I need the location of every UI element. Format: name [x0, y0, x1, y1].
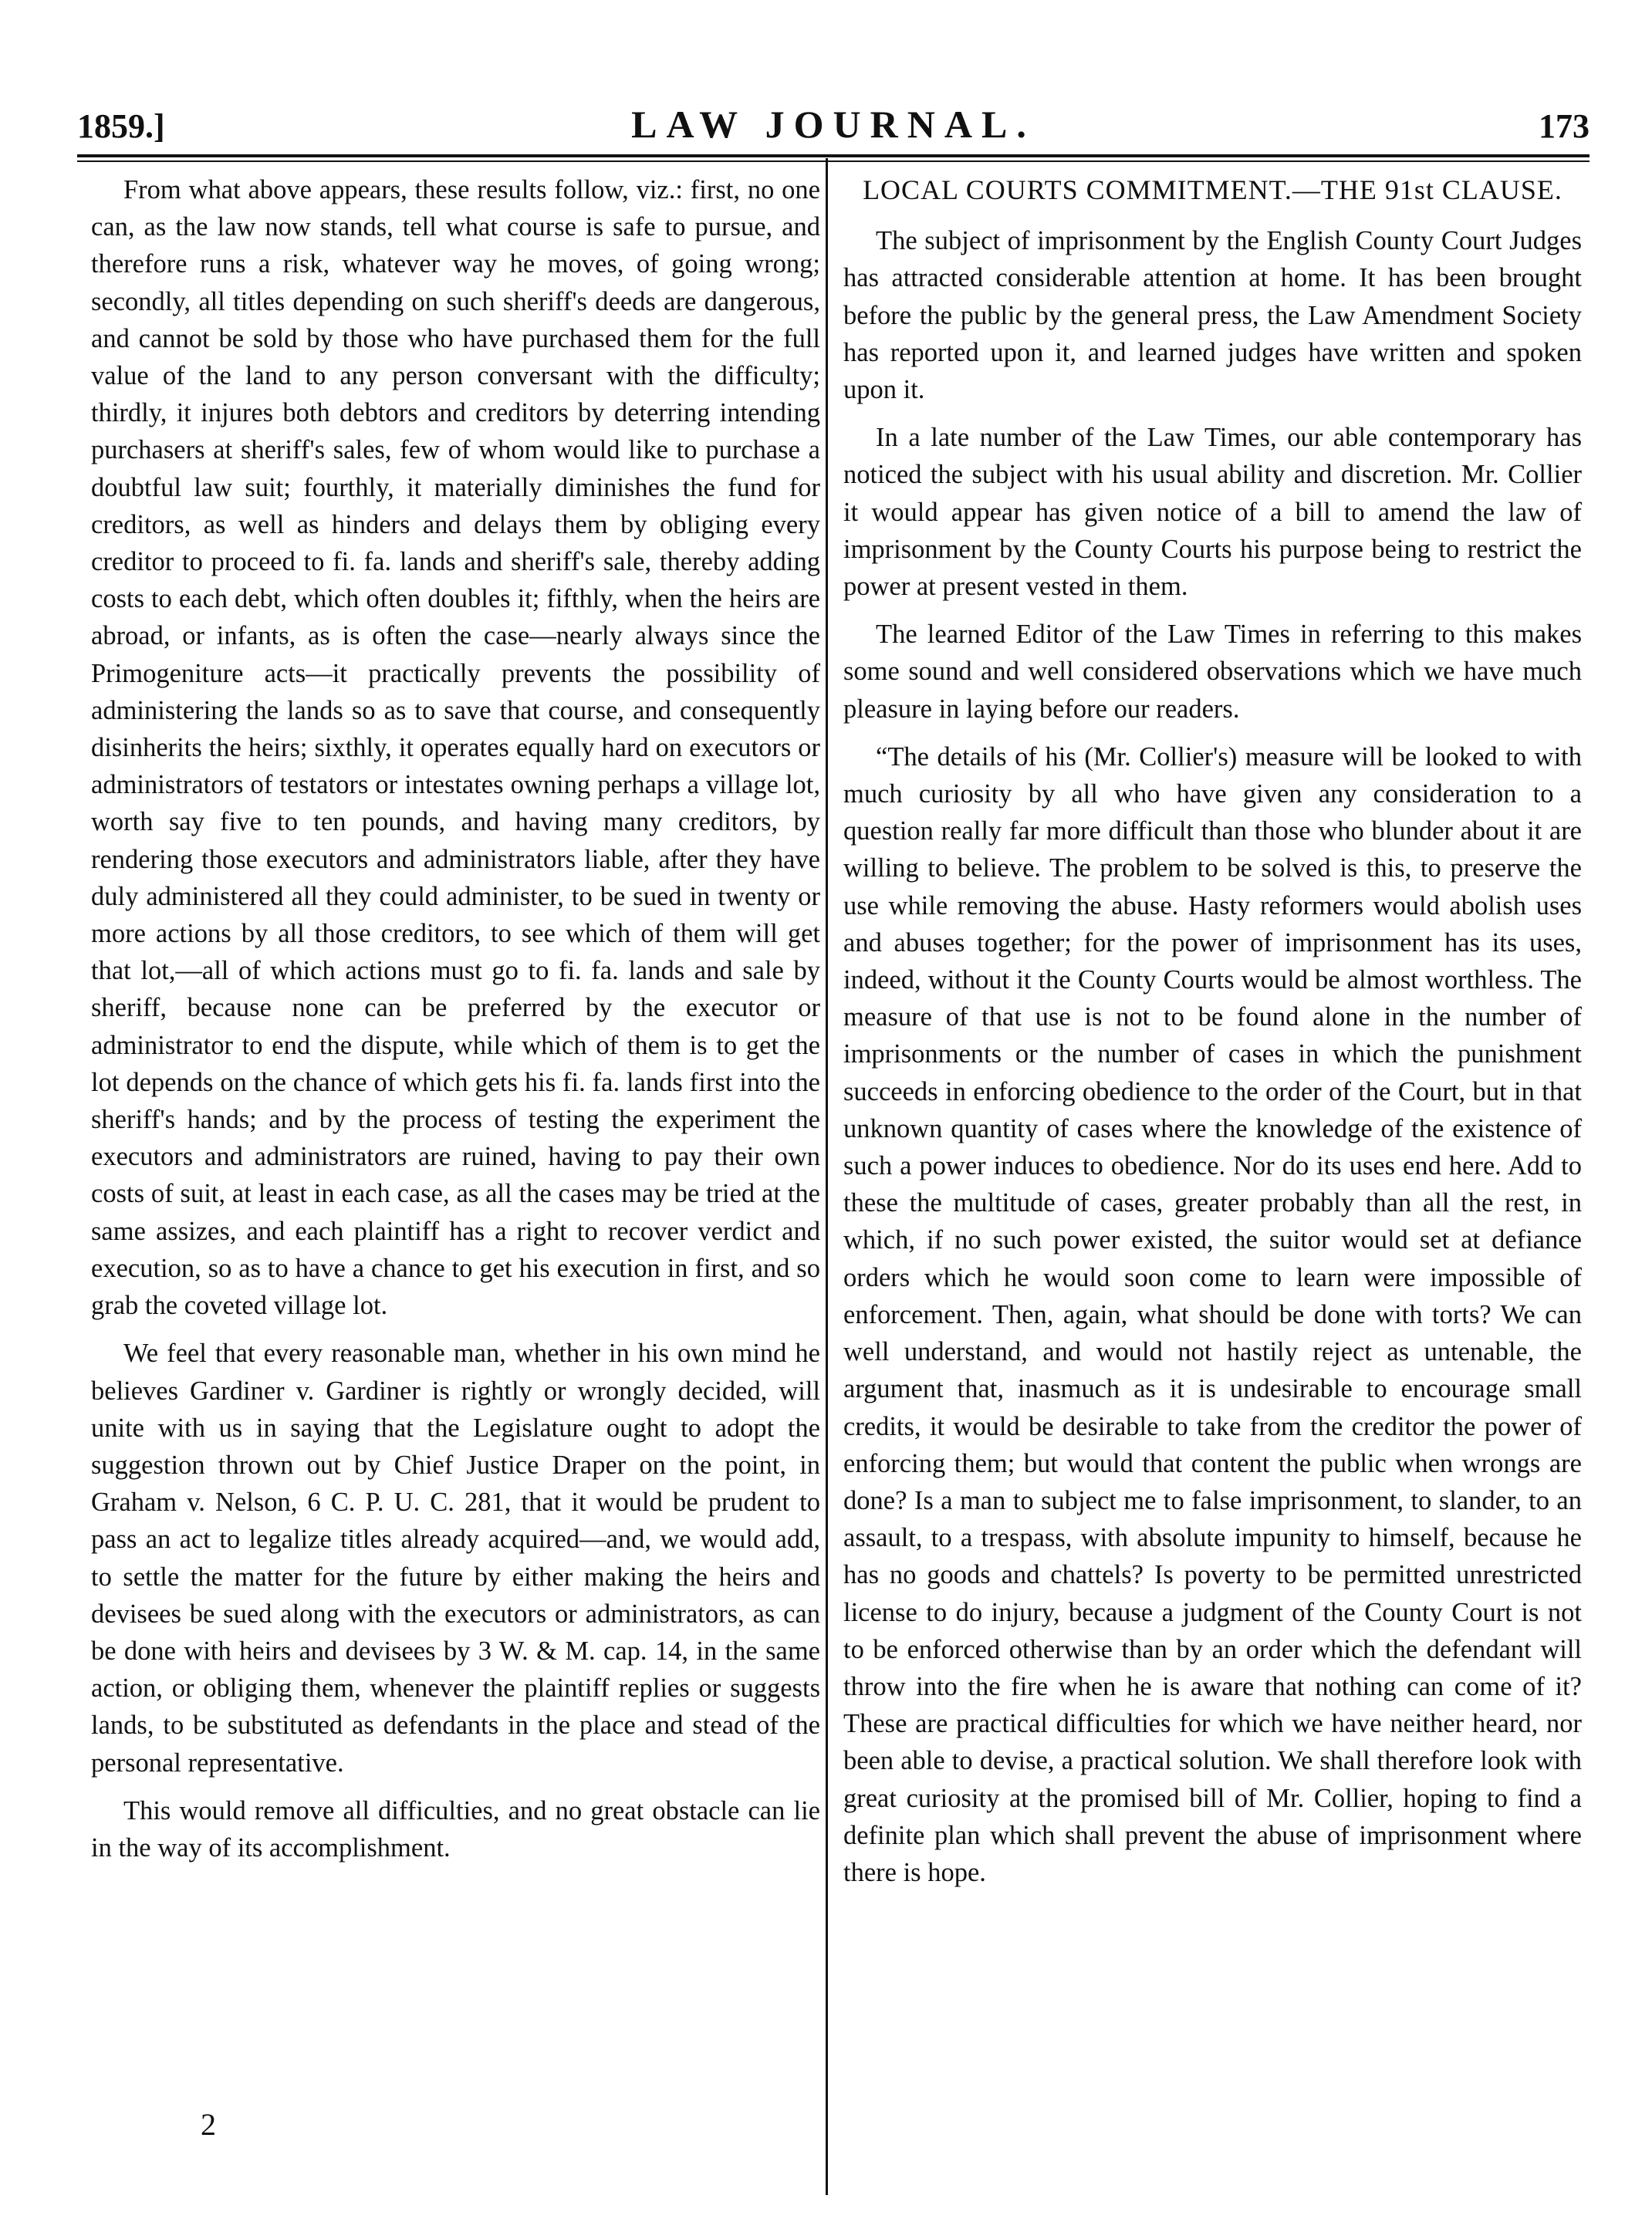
paragraph: The learned Editor of the Law Times in referring to this makes some sound and well considered observations which we have much pleasure in laying before our readers.	[843, 620, 1582, 724]
left-column	[91, 171, 820, 1866]
paragraph: From what above appears, these results follow, viz.: first, no one can, as the law now stands, tell what course is safe to pursue, and therefore runs a risk, whatever way he moves, of going wrong; secondly, all titles depending on such sheriff's deeds are dangerous, and cannot be sold by those who have purchased them for the full value of the land to any person conversant with the difficulty; thirdly, it injures both debtors and creditors by deterring intending purchasers at sheriff's sales, few of whom would like to purchase a doubtful law suit; fourthly, it materially diminishes the fund for creditors, as well as hinders and delays them by obliging every creditor to proceed to fi. fa. lands and sheriff's sale, thereby adding costs to each debt, which often doubles it; fifthly, when the heirs are abroad, or infants, as is often the case—nearly always since the Primogeniture acts—it practically prevents the possibility of administering the lands so as to save that course, and consequently disinherits the heirs; sixthly, it operates equally hard on executors or administrators of testators or intestates owning perhaps a village lot, worth say five to ten pounds, and having many creditors, by rendering those executors and administrators liable, after they have duly administered all they could administer, to be sued in twenty or more actions by all those creditors, to see which of them will get that lot,—all of which actions must go to fi. fa. lands and sale by sheriff, because none can be preferred by the executor or administrator to end the dispute, while which of them is to get the lot depends on the chance of which gets his fi. fa. lands first into the sheriff's hands; and by the process of testing the experiment the executors and administrators are ruined, having to pay their own costs of suit, at least in each case, as all the cases may be tried at the same assizes, and each plaintiff has a right to recover verdict and execution, so as to have a chance to get his execution in first, and so grab the coveted village lot.	[91, 175, 820, 1321]
paragraph: In a late number of the Law Times, our able contemporary has noticed the subject with his usual ability and discretion. Mr. Collier it would appear has given notice of a bill to amend the law of imprisonment by the County Courts his purpose being to restrict the power at present vested in them.	[843, 423, 1582, 602]
paragraph: “The details of his (Mr. Collier's) measure will be looked to with much curiosity by all who have given any consideration to a question really far more difficult than those who blunder about it are willing to believe. The problem to be solved is this, to preserve the use while removing the abuse. Hasty reformers would abolish uses and abuses together; for the power of imprisonment has its uses, indeed, without it the County Courts would be almost worthless. The measure of that use is not to be found alone in the number of imprisonments or the number of cases in which the punishment succeeds in enforcing obedience to the order of the Court, but in that unknown quantity of cases where the knowledge of the existence of such a power induces to obedience. Nor do its uses end here. Add to these the multitude of cases, greater probably than all the rest, in which, if no such power existed, the suitor would set at defiance orders which he would soon come to learn were impossible of enforcement. Then, again, what should be done with torts? We can well understand, and would not hastily reject as untenable, the argument that, inasmuch as it is undesirable to encourage small credits, it would be desirable to take from the creditor the power of enforcing them; but would that content the public when wrongs are done? Is a man to subject me to false imprisonment, to slander, to an assault, to a trespass, with absolute impunity to himself, because he has no goods and chattels? Is poverty to be permitted unrestricted license to do injury, because a judgment of the County Court is not to be enforced otherwise than by an order which the defendant will throw into the fire when he is aware that nothing can come of it? These are practical difficulties for which we have neither heard, nor been able to devise, a practical solution. We shall therefore look with great curiosity at the promised bill of Mr. Collier, hoping to find a definite plan which shall prevent the abuse of imprisonment where there is hope.	[843, 741, 1582, 1887]
paragraph: We feel that every reasonable man, whether in his own mind he believes Gardiner v. Gardiner is rightly or wrongly decided, will unite with us in saying that the Legislature ought to adopt the suggestion thrown out by Chief Justice Draper on the point, in Graham v. Nelson, 6 C. P. U. C. 281, that it would be prudent to pass an act to legalize titles already acquired—and, we would add, to settle the matter for the future by either making the heirs and devisees be sued along with the executors or administrators, as can be done with heirs and devisees by 3 W. & M. cap. 14, in the same action, or obliging them, whenever the plaintiff replies or suggests lands, to be substituted as defendants in the place and stead of the personal representative.	[91, 1339, 820, 1778]
right-column	[843, 171, 1582, 1891]
header-rule	[77, 154, 1590, 157]
header-year: 1859.]	[77, 107, 165, 145]
page-number: 173	[1539, 107, 1590, 145]
section-title: LOCAL COURTS COMMITMENT.—THE 91st CLAUSE.	[863, 174, 1562, 205]
running-header	[77, 93, 1590, 154]
paragraph: The subject of imprisonment by the English County Court Judges has attracted considerable attention at home. It has been brought before the public by the general press, the Law Amendment Society has reported upon it, and learned judges have written and spoken upon it.	[843, 226, 1582, 405]
header-rule-thin	[77, 160, 1590, 162]
column-divider	[826, 158, 828, 2195]
paragraph: This would remove all difficulties, and no great obstacle can lie in the way of its accomplishment.	[91, 1795, 820, 1863]
signature-mark: 2	[201, 2107, 216, 2142]
journal-title: LAW JOURNAL.	[631, 103, 1035, 146]
